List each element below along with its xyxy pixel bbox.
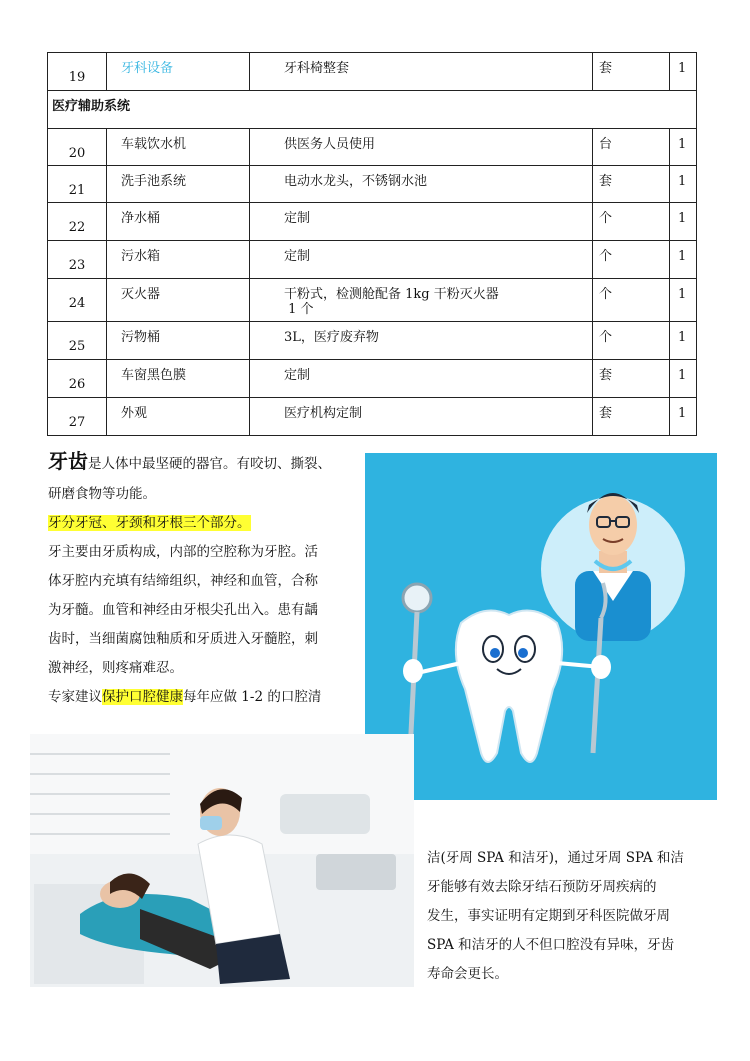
row-number: 26 [68,377,86,392]
article-line: 研磨食物等功能。 [48,486,156,502]
highlight-text: 保护口腔健康 [102,689,183,705]
table-row [48,279,697,322]
article-line: 激神经，则疼痛难忍。 [48,660,183,676]
article-line: 体牙腔内充填有结缔组织，神经和血管，合称 [48,573,318,589]
row-spec: 牙科椅整套 [284,61,350,76]
row-number: 27 [68,415,86,430]
article-line: 洁(牙周 SPA 和洁牙)，通过牙周 SPA 和洁 [427,850,684,866]
row-name: 车载饮水机 [121,137,187,152]
article-line: 牙主要由牙质构成，内部的空腔称为牙腔。活 [48,544,318,560]
row-spec: 供医务人员使用 [284,137,376,152]
row-qty: 1 [678,174,687,189]
article-line [48,508,251,538]
row-spec: 3L，医疗废弃物 [284,330,379,345]
article-headword: 牙齿 [48,449,88,473]
section-row [48,91,697,129]
table-row [48,241,697,279]
row-name: 灭火器 [121,287,161,302]
dental-clinic-photo [30,734,414,987]
row-qty: 1 [678,406,687,421]
row-qty: 1 [678,137,687,152]
table-row [48,129,697,166]
row-spec: 定制 [284,211,311,226]
row-name: 牙科设备 [121,61,174,76]
table-row [48,360,697,398]
row-spec: 医疗机构定制 [284,406,363,421]
row-name: 洗手池系统 [121,174,187,189]
row-spec: 电动水龙头，不锈钢水池 [284,174,428,189]
row-number: 24 [68,296,86,311]
article-line: 齿时，当细菌腐蚀釉质和牙质进入牙髓腔，刺 [48,631,318,647]
row-qty: 1 [678,211,687,226]
row-spec: 干粉式，检测舱配备 1kg 干粉灭火器 1 个 [284,287,499,317]
table-row [48,203,697,241]
row-spec: 定制 [284,249,311,264]
row-name: 污水箱 [121,249,161,264]
row-unit: 套 [599,174,613,189]
row-unit: 个 [599,211,613,226]
article-line: 为牙髓。血管和神经由牙根尖孔出入。患有龋 [48,602,318,618]
equipment-table [47,52,697,436]
row-name: 污物桶 [121,330,161,345]
row-qty: 1 [678,287,687,302]
row-unit: 台 [599,137,613,152]
row-qty: 1 [678,368,687,383]
article-line: 寿命会更长。 [427,966,508,982]
row-number: 22 [68,220,86,235]
row-unit: 套 [599,368,613,383]
row-number: 21 [68,183,86,198]
article-line: SPA 和洁牙的人不但口腔没有异味，牙齿 [427,937,675,953]
row-unit: 套 [599,61,613,76]
row-number: 19 [68,70,86,85]
row-qty: 1 [678,249,687,264]
row-qty: 1 [678,61,687,76]
section-title: 医疗辅助系统 [48,91,697,129]
row-unit: 个 [599,330,613,345]
row-unit: 个 [599,287,613,302]
dental-light [280,794,370,834]
article-line: 牙能够有效去除牙结石预防牙周疾病的 [427,879,657,895]
row-number: 20 [68,146,86,161]
row-unit: 个 [599,249,613,264]
table-row [48,398,697,436]
row-number: 25 [68,339,86,354]
row-number: 23 [68,258,86,273]
instrument-tray [316,854,396,890]
tooth-dentist-illustration [365,453,717,800]
table-row [48,322,697,360]
article-line: 专家建议保护口腔健康每年应做 1-2 的口腔清 [48,689,322,705]
table-row [48,53,697,91]
article-line: 发生，事实证明有定期到牙科医院做牙周 [427,908,670,924]
row-name: 外观 [121,406,148,421]
row-spec: 定制 [284,368,311,383]
row-name: 车窗黑色膜 [121,368,187,383]
row-qty: 1 [678,330,687,345]
highlight-text: 牙分牙冠、牙颈和牙根三个部分。 [48,515,251,531]
row-name: 净水桶 [121,211,161,226]
row-unit: 套 [599,406,613,421]
table-row [48,166,697,203]
article-line: 牙齿是人体中最坚硬的器官。有咬切、撕裂、 [48,449,331,473]
